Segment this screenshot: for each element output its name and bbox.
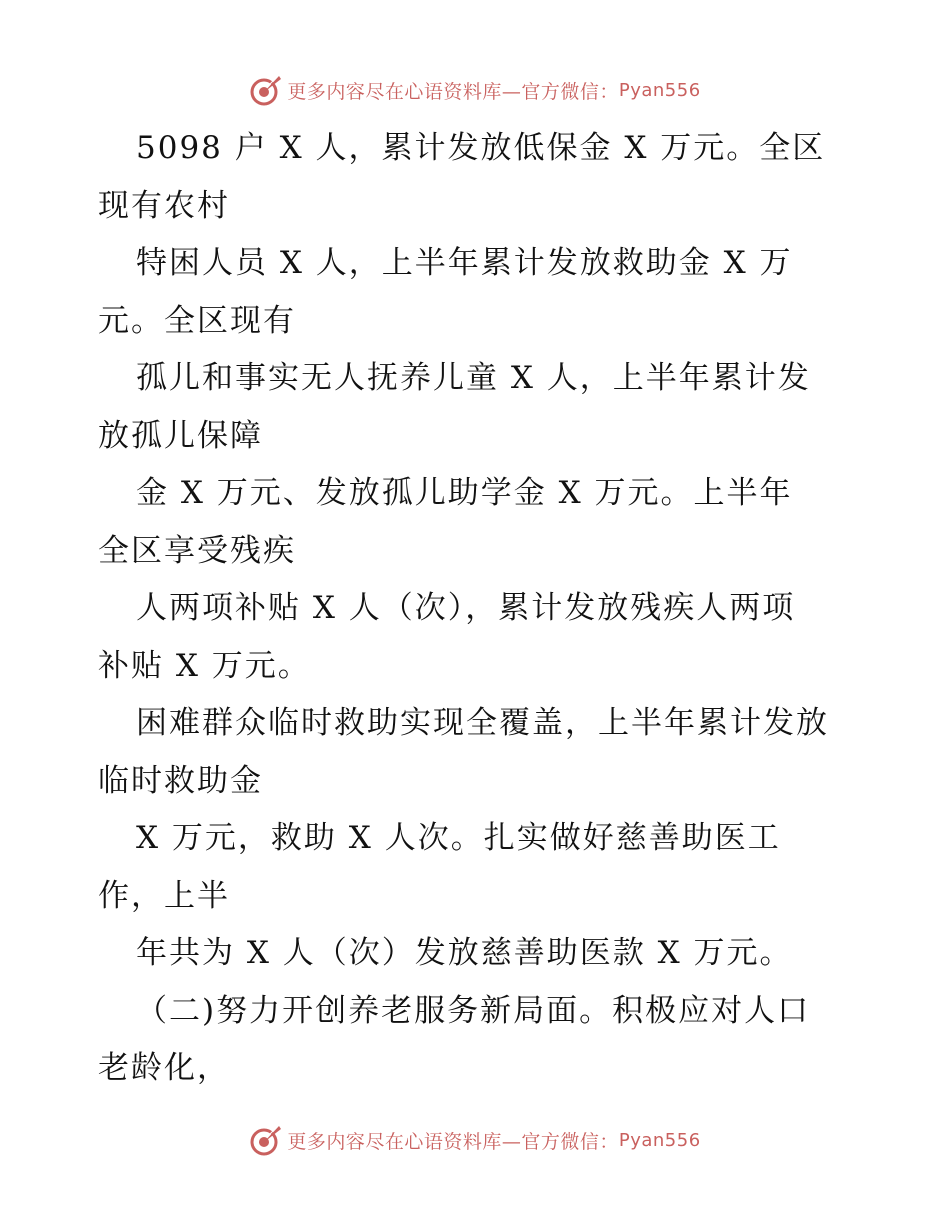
paragraph-line: 放孤儿保障 (98, 417, 263, 454)
paragraph-line: 特困人员 X 人，上半年累计发放救助金 X 万 (136, 245, 793, 281)
paragraph-line: 现有农村 (98, 187, 230, 224)
header-watermark (0, 70, 950, 110)
document-body (98, 120, 858, 1098)
paragraph-line: 老龄化， (98, 1050, 230, 1086)
paragraph-line: 年共为 X 人（次）发放慈善助医款 X 万元。 (136, 935, 793, 971)
paragraph-line: 金 X 万元、发放孤儿助学金 X 万元。上半年 (136, 475, 793, 511)
paragraph-line: 困难群众临时救助实现全覆盖，上半年累计发放 (136, 705, 829, 741)
paragraph-line: X 万元，救助 X 人次。扎实做好慈善助医工 (136, 820, 781, 856)
paragraph-line: 人两项补贴 X 人（次），累计发放残疾人两项 (136, 590, 796, 626)
paragraph-line: 5098 户 X 人，累计发放低保金 X 万元。全区 (136, 130, 826, 166)
watermark-text: 更多内容尽在心语资料库—官方微信： (287, 80, 619, 103)
paragraph-line: 补贴 X 万元。 (98, 647, 311, 684)
footer-watermark (0, 1120, 950, 1160)
watermark-id: Pyan556 (618, 1129, 701, 1151)
watermark-id: Pyan556 (618, 79, 701, 101)
paragraph-line: 临时救助金 (98, 762, 263, 799)
paragraph-line: 作，上半 (98, 877, 230, 914)
feather-pen-logo-icon (249, 73, 283, 107)
feather-pen-logo-icon (249, 1123, 283, 1157)
paragraph-line: 元。全区现有 (98, 302, 296, 339)
paragraph-line: 孤儿和事实无人抚养儿童 X 人，上半年累计发 (136, 360, 811, 396)
paragraph-line: 全区享受残疾 (98, 532, 296, 569)
paragraph-line: （二)努力开创养老服务新局面。积极应对人口 (136, 992, 811, 1029)
watermark-text: 更多内容尽在心语资料库—官方微信： (287, 1130, 619, 1153)
